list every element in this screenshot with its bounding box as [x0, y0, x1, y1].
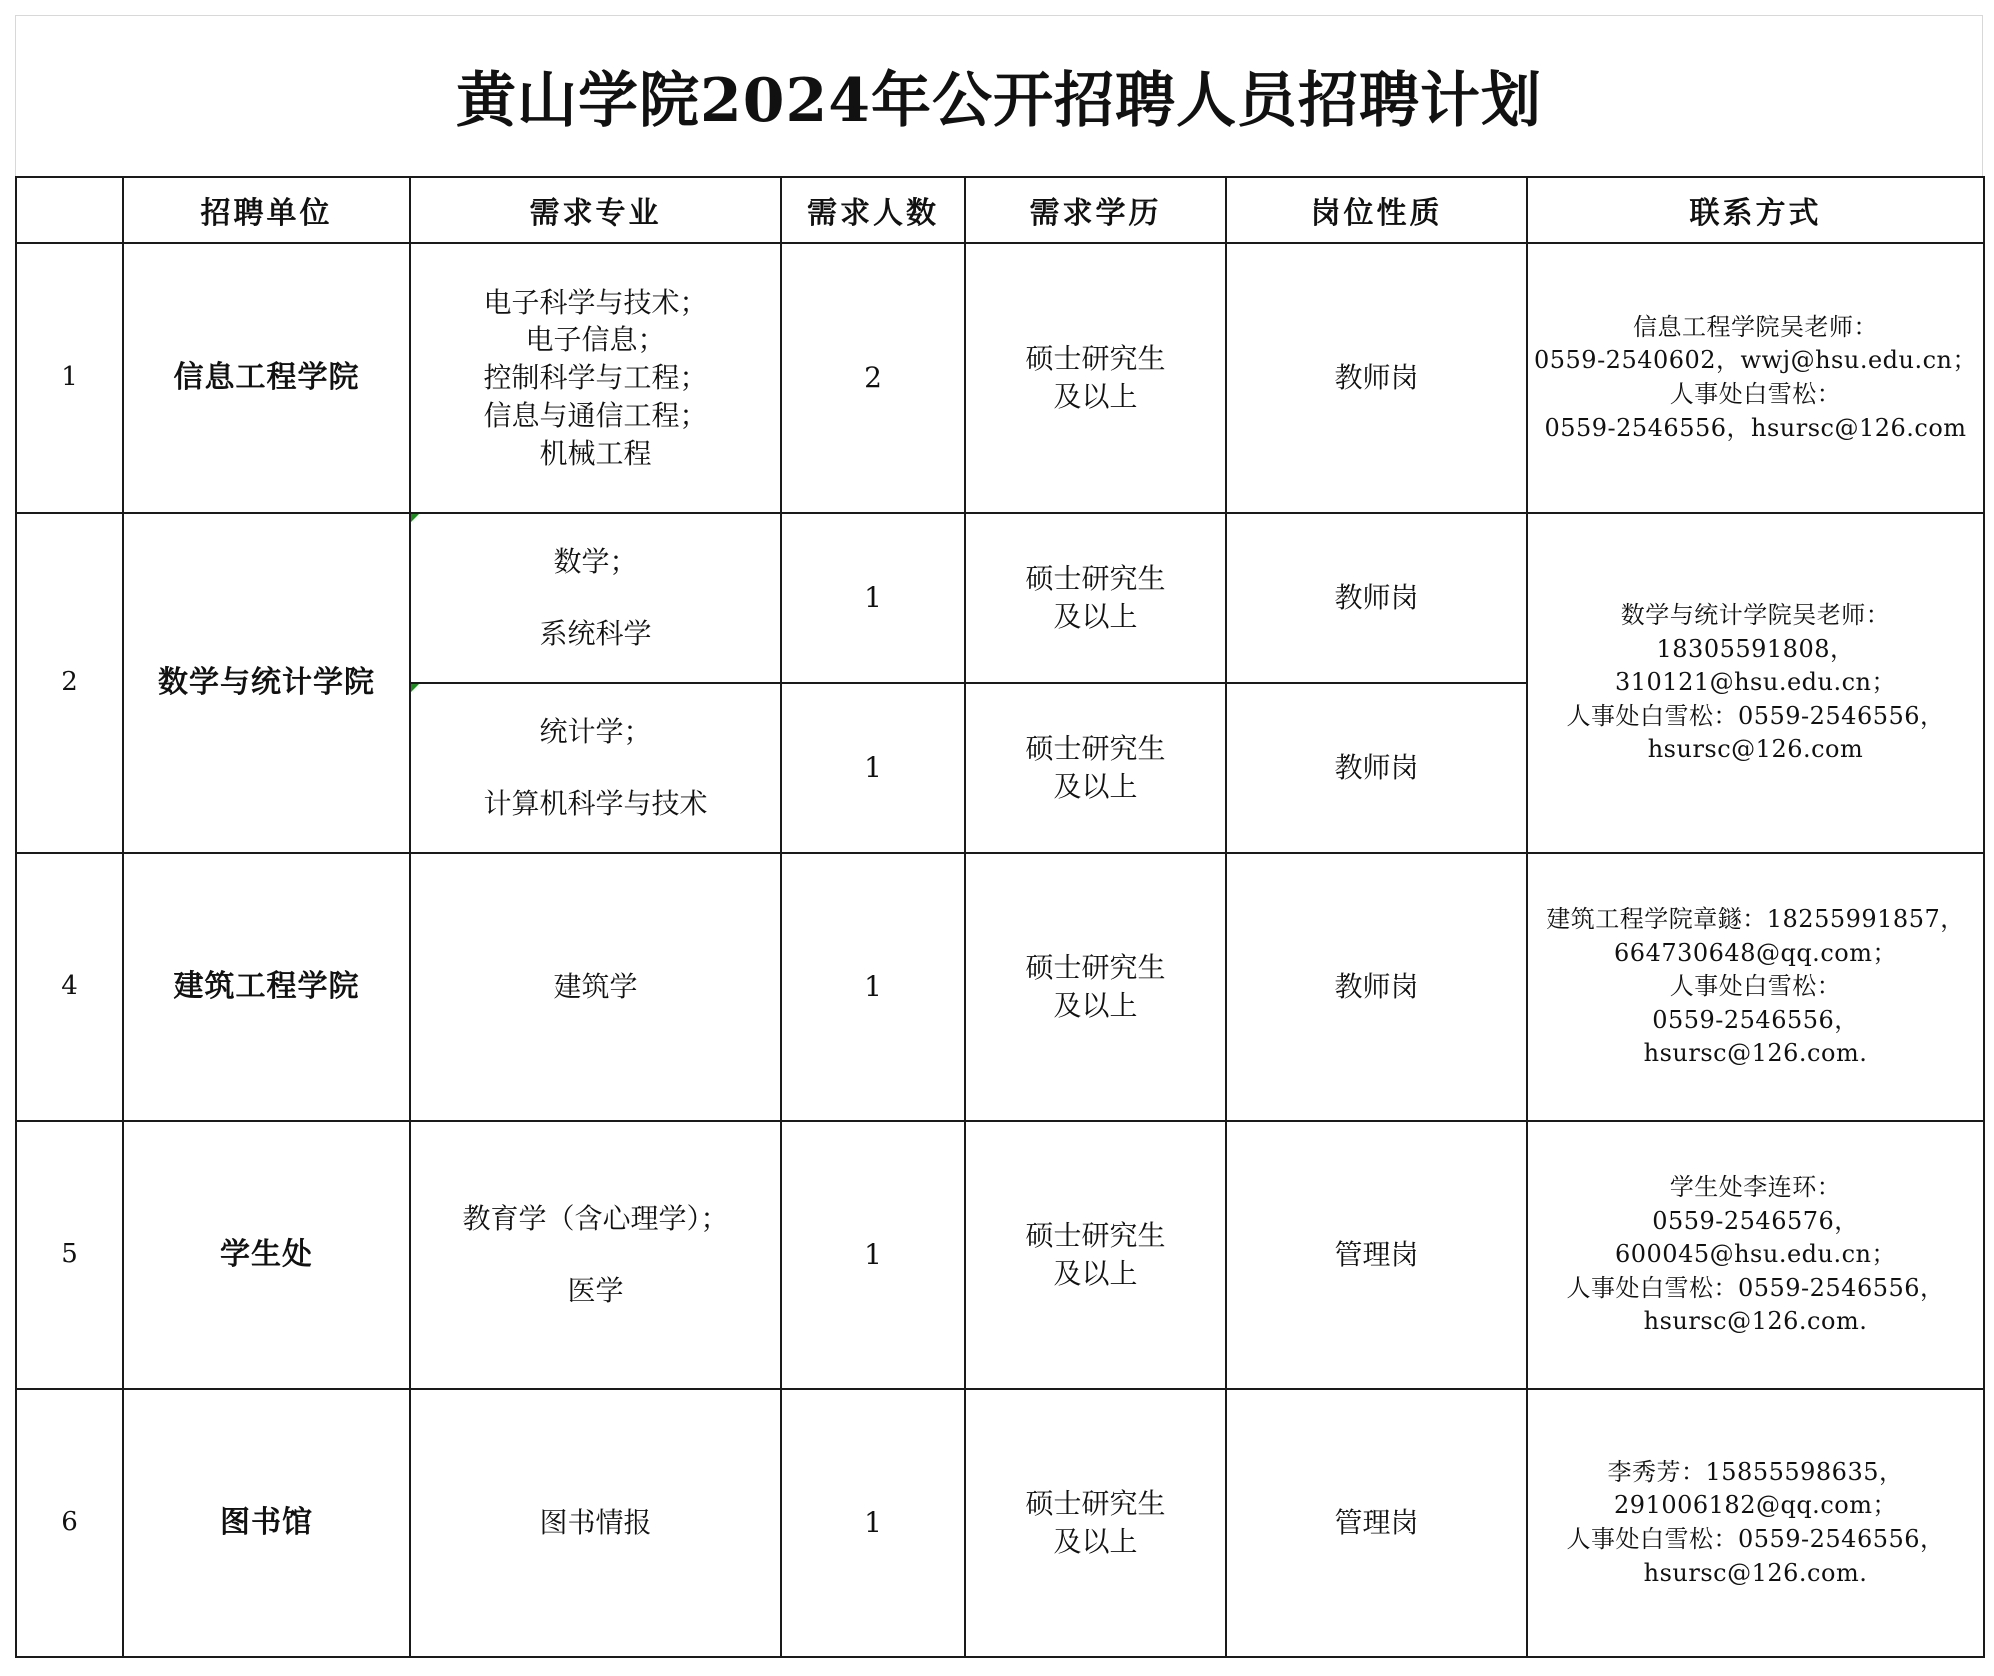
row-post-type: 教师岗 [1226, 853, 1527, 1121]
header-major: 需求专业 [410, 177, 781, 243]
major-line: 统计学； [539, 715, 652, 749]
contact-line: 600045@hsu.edu.cn； [1614, 1240, 1897, 1269]
major-line: 图书情报 [539, 1506, 652, 1540]
header-count: 需求人数 [781, 177, 965, 243]
row-count: 1 [781, 683, 965, 853]
education-line: 硕士研究生 [1025, 562, 1166, 596]
education-line: 及以上 [1053, 1525, 1138, 1558]
row-majors [410, 513, 781, 683]
row-unit: 建筑工程学院 [123, 853, 410, 1121]
header-unit: 招聘单位 [123, 177, 410, 243]
row-education [965, 1121, 1226, 1389]
table-row [16, 513, 1984, 683]
major-line: 医学 [567, 1274, 624, 1307]
row-unit: 信息工程学院 [123, 243, 410, 513]
row-index: 1 [16, 243, 123, 513]
row-count: 1 [781, 513, 965, 683]
contact-line: 0559-2540602，wwj@hsu.edu.cn； [1533, 346, 1977, 375]
row-majors [410, 683, 781, 853]
contact-line: 0559-2546556， [1652, 1005, 1859, 1034]
contact-line: 人事处白雪松： [1669, 380, 1842, 408]
major-line: 信息与通信工程； [483, 398, 708, 432]
row-education [965, 853, 1226, 1121]
row-majors [410, 1121, 781, 1389]
contact-line: 建筑工程学院章鐩：18255991857， [1546, 905, 1965, 934]
table-row [16, 1121, 1984, 1389]
major-line: 系统科学 [539, 617, 652, 650]
major-line: 控制科学与工程； [483, 361, 708, 395]
row-count: 2 [781, 243, 965, 513]
header-education: 需求学历 [965, 177, 1226, 243]
row-index: 2 [16, 513, 123, 853]
education-line: 硕士研究生 [1025, 951, 1166, 985]
row-count: 1 [781, 1121, 965, 1389]
row-count: 1 [781, 853, 965, 1121]
page-title: 黄山学院2024年公开招聘人员招聘计划 [456, 66, 1542, 136]
row-education [965, 683, 1226, 853]
row-education [965, 243, 1226, 513]
recruitment-sheet [15, 15, 1983, 1658]
title-box [15, 15, 1983, 176]
row-unit: 图书馆 [123, 1389, 410, 1657]
row-contact [1527, 1121, 1984, 1389]
contact-line: 0559-2546576， [1652, 1206, 1859, 1235]
row-count: 1 [781, 1389, 965, 1657]
education-line: 硕士研究生 [1025, 1219, 1166, 1253]
major-line: 电子信息； [525, 323, 666, 357]
row-post-type: 教师岗 [1226, 513, 1527, 683]
contact-line: 人事处白雪松：0559-2546556， [1566, 1525, 1945, 1553]
row-education [965, 1389, 1226, 1657]
education-line: 及以上 [1053, 989, 1138, 1022]
table-row [16, 1389, 1984, 1657]
row-majors [410, 1389, 781, 1657]
contact-line: 18305591808，310121@hsu.edu.cn； [1614, 634, 1897, 697]
major-line: 计算机科学与技术 [483, 787, 708, 820]
row-post-type: 教师岗 [1226, 683, 1527, 853]
header-index [16, 177, 123, 243]
contact-line: hsursc@126.com. [1643, 1558, 1868, 1587]
contact-line: 数学与统计学院吴老师： [1620, 601, 1891, 630]
education-line: 及以上 [1053, 1257, 1138, 1290]
row-index: 6 [16, 1389, 123, 1657]
row-post-type: 管理岗 [1226, 1389, 1527, 1657]
education-line: 及以上 [1053, 770, 1138, 803]
education-line: 及以上 [1053, 380, 1138, 413]
row-unit: 数学与统计学院 [123, 513, 410, 853]
header-contact: 联系方式 [1527, 177, 1984, 243]
contact-line: 0559-2546556，hsursc@126.com [1544, 413, 1967, 442]
row-index: 5 [16, 1121, 123, 1389]
row-contact [1527, 243, 1984, 513]
row-post-type: 管理岗 [1226, 1121, 1527, 1389]
row-contact [1527, 1389, 1984, 1657]
contact-line: 人事处白雪松：0559-2546556， [1566, 701, 1945, 730]
education-line: 硕士研究生 [1025, 732, 1166, 766]
row-contact [1527, 513, 1984, 853]
header-row [16, 177, 1984, 243]
table-row [16, 853, 1984, 1121]
contact-line: hsursc@126.com [1647, 735, 1864, 764]
contact-line: 李秀芳：15855598635， [1607, 1457, 1904, 1486]
row-majors [410, 853, 781, 1121]
table-row [16, 243, 1984, 513]
row-index: 4 [16, 853, 123, 1121]
row-majors [410, 243, 781, 513]
contact-line: 信息工程学院吴老师： [1633, 312, 1878, 341]
contact-line: 人事处白雪松： [1669, 972, 1842, 1001]
education-line: 及以上 [1053, 600, 1138, 633]
recruitment-table [15, 176, 1985, 1658]
row-post-type: 教师岗 [1226, 243, 1527, 513]
major-line: 电子科学与技术； [483, 285, 708, 319]
header-post-type: 岗位性质 [1226, 177, 1527, 243]
contact-line: 664730648@qq.com； [1614, 938, 1897, 967]
major-line: 机械工程 [539, 436, 652, 470]
major-line: 建筑学 [553, 970, 638, 1004]
major-line: 教育学（含心理学）； [462, 1202, 729, 1236]
contact-line: hsursc@126.com. [1643, 1307, 1868, 1336]
row-education [965, 513, 1226, 683]
major-line: 数学； [553, 545, 638, 579]
contact-line: 学生处李连环： [1669, 1173, 1842, 1202]
contact-line: hsursc@126.com. [1643, 1039, 1868, 1068]
row-unit: 学生处 [123, 1121, 410, 1389]
education-line: 硕士研究生 [1025, 1487, 1166, 1521]
contact-line: 人事处白雪松：0559-2546556， [1566, 1273, 1945, 1302]
contact-line: 291006182@qq.com； [1614, 1491, 1897, 1520]
education-line: 硕士研究生 [1025, 342, 1166, 376]
row-contact [1527, 853, 1984, 1121]
